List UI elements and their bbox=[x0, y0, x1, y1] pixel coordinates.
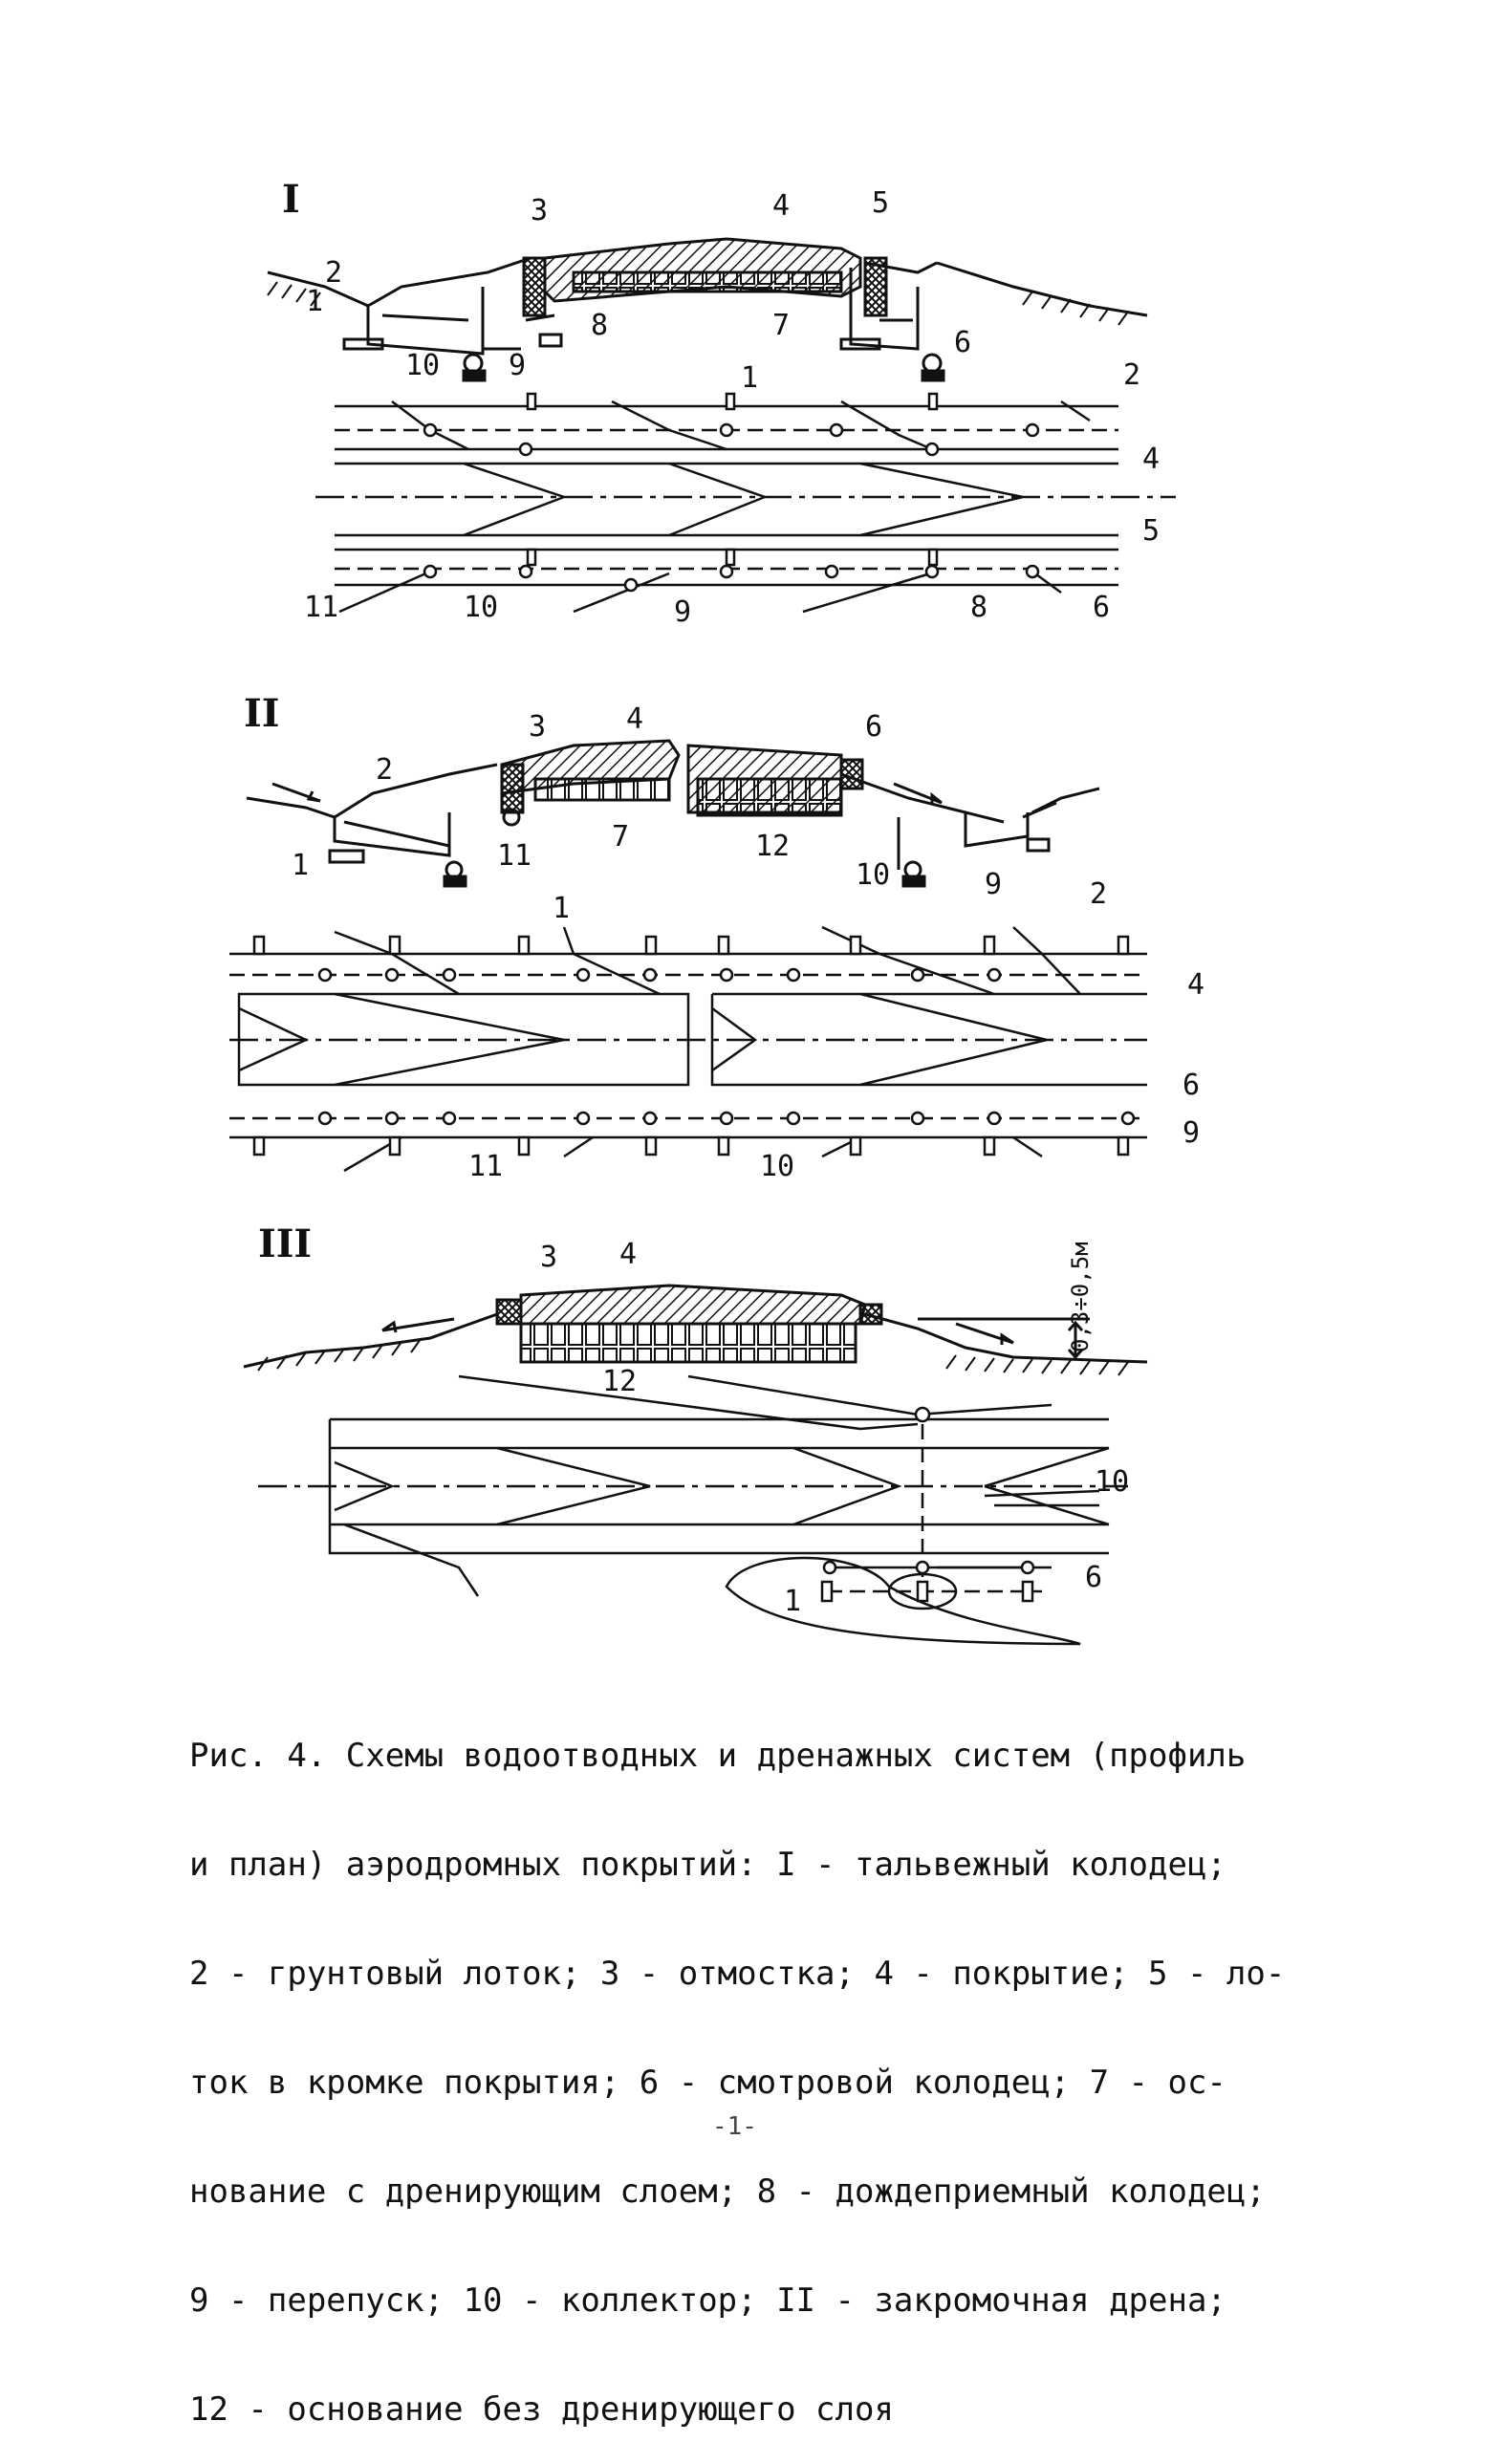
page-number: -1- bbox=[712, 2112, 757, 2141]
label-9: 9 bbox=[509, 349, 527, 382]
scheme-3-numeral: III bbox=[258, 1221, 313, 1266]
caption-line-6: 9 - перепуск; 10 - коллектор; II - закромочная дрена; bbox=[189, 2281, 1226, 2320]
plan-label-10: 10 bbox=[760, 1150, 795, 1183]
label-5: 5 bbox=[872, 186, 890, 220]
label-4: 4 bbox=[619, 1238, 638, 1271]
plan-label-5: 5 bbox=[1142, 514, 1161, 548]
plan-label-9: 9 bbox=[1182, 1116, 1201, 1150]
label-7: 7 bbox=[772, 309, 791, 342]
plan-label-4: 4 bbox=[1187, 968, 1205, 1002]
scheme-2-profile bbox=[247, 741, 1099, 886]
label-11: 11 bbox=[497, 839, 532, 873]
scheme-1-plan bbox=[315, 394, 1176, 612]
plan-label-2: 2 bbox=[1090, 877, 1108, 911]
plan-label-6: 6 bbox=[1085, 1561, 1103, 1594]
label-6: 6 bbox=[865, 710, 883, 744]
plan-label-6: 6 bbox=[1093, 591, 1111, 624]
scheme-3 bbox=[244, 1221, 1147, 1644]
label-10: 10 bbox=[405, 349, 441, 382]
label-2: 2 bbox=[325, 256, 343, 290]
caption-line-5: нование с дренирующим слоем; 8 - дождеприемный колодец; bbox=[189, 2172, 1266, 2211]
label-9: 9 bbox=[985, 868, 1003, 901]
caption-line-3: 2 - грунтовый лоток; 3 - отмостка; 4 - покрытие; 5 - ло- bbox=[189, 1955, 1286, 1993]
plan-label-10: 10 bbox=[1095, 1465, 1130, 1499]
scheme-1-profile bbox=[268, 239, 1147, 380]
label-4: 4 bbox=[626, 702, 644, 736]
plan-label-6: 6 bbox=[1182, 1069, 1201, 1102]
scheme-2-plan bbox=[229, 927, 1147, 1171]
label-1: 1 bbox=[292, 849, 310, 882]
scheme-3-profile bbox=[244, 1286, 1147, 1375]
plan-label-1: 1 bbox=[784, 1585, 802, 1618]
scheme-2 bbox=[229, 691, 1204, 1183]
plan-label-10: 10 bbox=[464, 591, 499, 624]
caption-line-4: ток в кромке покрытия; 6 - смотровой колодец; 7 - ос- bbox=[189, 2064, 1226, 2102]
figure-caption bbox=[189, 1665, 1336, 2464]
label-4: 4 bbox=[772, 189, 791, 223]
depth-note: 0,3÷0,5м bbox=[1067, 1242, 1094, 1352]
label-7: 7 bbox=[612, 820, 630, 854]
plan-label-1: 1 bbox=[741, 361, 759, 395]
scheme-1 bbox=[268, 177, 1176, 629]
label-3: 3 bbox=[540, 1241, 558, 1274]
plan-label-4: 4 bbox=[1142, 443, 1161, 476]
plan-label-11: 11 bbox=[304, 591, 339, 624]
label-8: 8 bbox=[591, 309, 609, 342]
scheme-2-numeral: II bbox=[244, 691, 280, 736]
plan-label-8: 8 bbox=[970, 591, 988, 624]
caption-line-2: и план) аэродромных покрытий: I - тальвежный колодец; bbox=[189, 1846, 1226, 1884]
plan-label-9: 9 bbox=[674, 595, 692, 629]
plan-label-11: 11 bbox=[468, 1150, 504, 1183]
label-3: 3 bbox=[531, 194, 549, 227]
label-3: 3 bbox=[529, 710, 547, 744]
label-10: 10 bbox=[856, 858, 891, 892]
scheme-1-numeral: I bbox=[282, 177, 300, 222]
label-12: 12 bbox=[602, 1365, 638, 1398]
label-2: 2 bbox=[376, 753, 394, 787]
plan-label-1: 1 bbox=[553, 892, 571, 925]
scheme-3-plan bbox=[258, 1376, 1128, 1644]
caption-line-7: 12 - основание без дренирующего слоя bbox=[189, 2390, 894, 2429]
label-1: 1 bbox=[306, 285, 324, 318]
caption-line-1: Рис. 4. Схемы водоотводных и дренажных систем (профиль bbox=[189, 1737, 1247, 1775]
label-12: 12 bbox=[755, 830, 791, 863]
label-6: 6 bbox=[954, 326, 972, 359]
plan-label-2: 2 bbox=[1123, 358, 1141, 392]
